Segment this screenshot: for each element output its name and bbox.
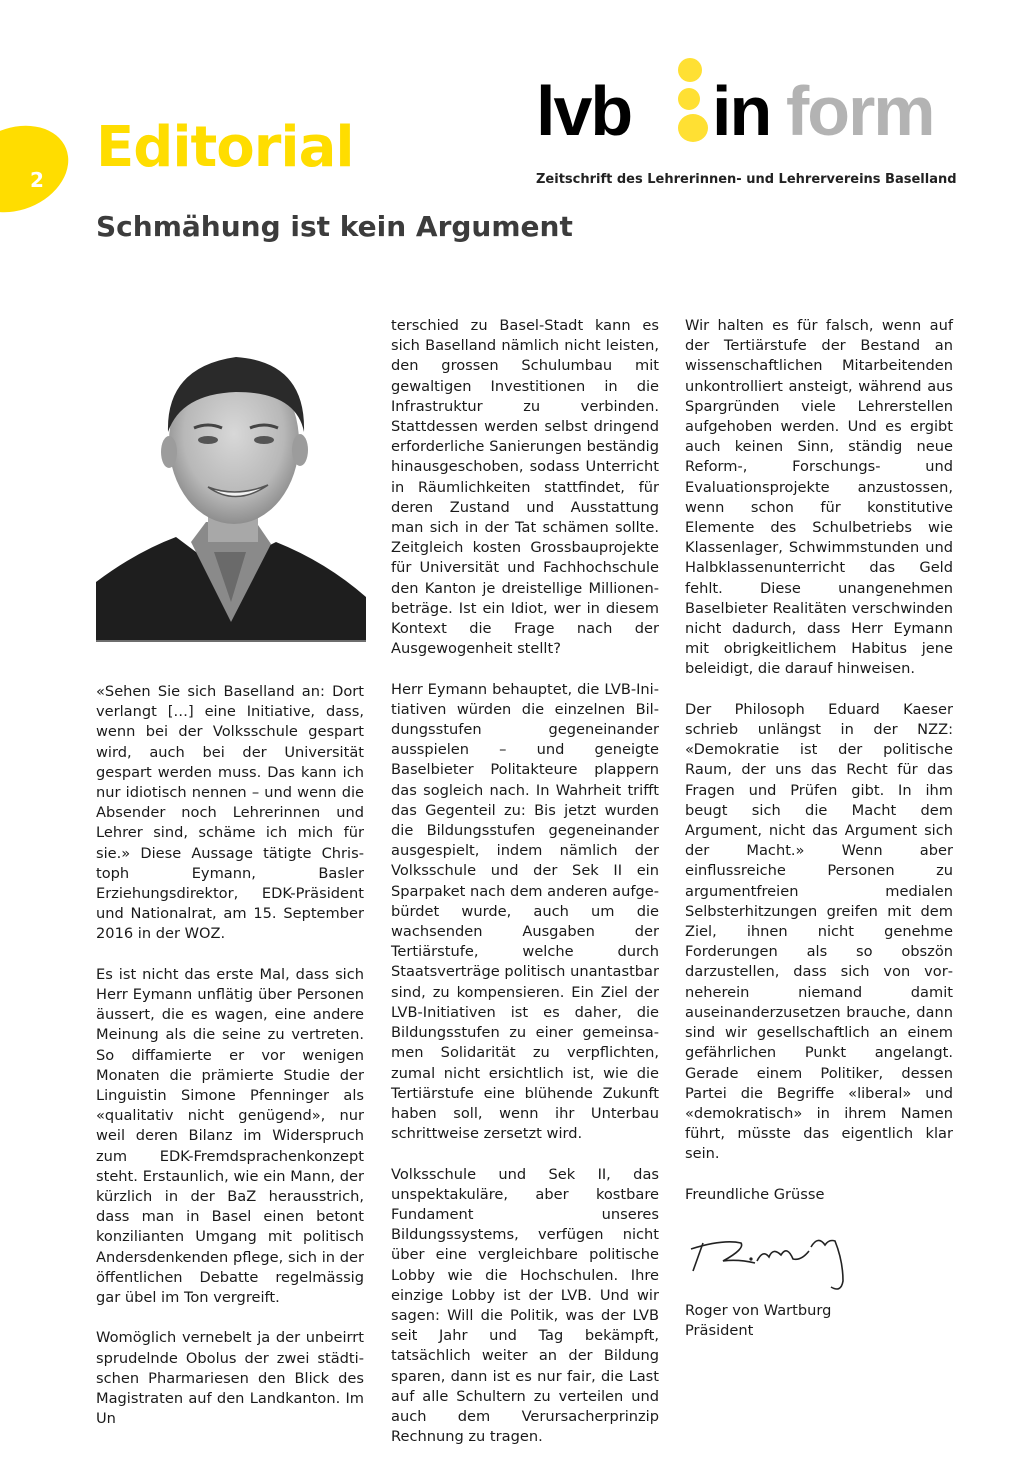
section-title: Editorial	[96, 115, 354, 180]
logo-dot-icon	[678, 88, 700, 110]
article-paragraph: terschied zu Basel-Stadt kann es sich Baselland nämlich nicht leisten, den grossen Schulumbau mit gewaltigen Investitionen in die Infrastruktur zu verbinden. Stattdessen werden selbst dringend erforderliche Sanierungen beständig hinausgeschoben, sodass Unterricht in Räumlichkeiten stattfindet, für deren Zustand und Ausstattung man sich in der Tat schämen sollte. Zeitgleich kosten Grossbauprojekte für Universität und Fachhochschule den Kanton je dreistellige Millionenbeträge. Ist ein Idiot, wer in diesem Kontext die Frage nach der Ausgewogenheit stellt?	[391, 317, 659, 658]
logo-dot-icon	[678, 114, 708, 142]
logo-dot-icon	[678, 58, 702, 82]
article-column-2	[391, 316, 659, 1468]
author-portrait	[96, 322, 366, 642]
article-paragraph: Herr Eymann behauptet, die LVB-Initiativen würden die einzelnen Bildungsstufen gegeneinander ausspielen – und geneigte Baselbieter Politakteure plappern das sogleich nach. In Wahrheit trifft das Gegenteil zu: Bis jetzt wurden die Bildungsstufen gegeneinander ausgespielt, indem nämlich der Volksschule und der Sek II ein Sparpaket nach dem anderen aufgebürdet wurde, auch um die wachsenden Ausgaben der Tertiärstufe, welche durch Staatsverträge politisch unantastbar sind, zu kompensieren. Ein Ziel der LVB-Initiativen ist es daher, die Bildungsstufen zu einer gemeinsamen Solidarität zu verpflichten, zumal nicht ersichtlich ist, wie die Tertiärstufe eine blühende Zukunft haben soll, wenn ihr Unterbau schrittweise zersetzt wird.	[391, 680, 659, 1143]
page-number: 2	[30, 168, 44, 192]
signature-icon	[683, 1221, 863, 1301]
closing-greeting: Freundliche Grüsse	[685, 1185, 825, 1203]
article-column-3	[685, 316, 953, 1342]
lvb-inform-logo	[536, 58, 956, 150]
article-paragraph: Es ist nicht das erste Mal, dass sich Herr Eymann unflätig über Personen äussert, die es wagen, eine andere Meinung als die seine zu vertreten. So diffamierte er vor wenigen Monaten die prämierte Studie der Linguistin Simone Pfenninger als «qualitativ nicht genügend», nur weil deren Bilanz im Widerspruch zum EDK-Fremdsprachenkonzept steht. Erstaunlich, wie ein Mann, der kürzlich in der BaZ herausstrich, dass man in Basel einen betont konzilianten Umgang mit politisch Andersdenkenden pflege, sich in der öffentlichen Debatte regelmässig gar übel im Ton vergreift.	[96, 965, 364, 1307]
article-paragraph: Volksschule und Sek II, das unspektakuläre, aber kostbare Fundament unseres Bildungssystems, verfügen nicht über eine vergleichbare politische Lobby wie die Hochschulen. Ihre einzige Lobby ist der LVB. Und wir sagen: Will die Politik, was der LVB seit Jahr und Tag bekämpft, tatsächlich weiter an der Bildung sparen, dann ist es nur fair, die Last auf alle Schultern zu verteilen und auch dem Verursacherprinzip Rechnung zu tragen.	[391, 1165, 659, 1446]
article-paragraph: Wir halten es für falsch, wenn auf der Tertiärstufe der Bestand an wissenschaftlichen Mitarbeitenden unkontrolliert ansteigt, während aus Spargründen viele Lehrerstellen aufgehoben werden. Und es ergibt auch keinen Sinn, ständig neue Reform-, Forschungs- und Evaluationsprojekte anzustossen, wenn schon für konstitutive Elemente des Schulbetriebs wie Klassenlager, Schwimmstunden und Halbklassenunterricht das Geld fehlt. Diese unangenehmen Baselbieter Realitäten verschwinden nicht dadurch, dass Herr Eymann mit obrigkeitlichem Habitus jene beleidigt, die darauf hinweisen.	[685, 317, 953, 678]
logo-text-lvb: lvb	[536, 72, 632, 150]
article-column-1	[96, 682, 364, 1450]
signer-title: Präsident	[685, 1322, 754, 1340]
magazine-tagline: Zeitschrift des Lehrerinnen- und Lehrervereins Baselland	[536, 172, 957, 187]
article-paragraph: Der Philosoph Eduard Kaeser schrieb unlängst in der NZZ: «Demokratie ist der politische Raum, der uns das Recht für das Fragen und Prüfen gibt. In ihm beugt sich die Macht dem Argument, nicht das Argument sich der Macht.» Wenn aber einflussreiche Personen zu argumentfreien medialen Selbsterhitzungen greifen mit dem Ziel, ihnen nicht genehme Forderungen als so obszön darzustellen, dass sich von vorneherein niemand damit auseinanderzusetzen brauche, dann sind wir gesellschaftlich an einem gefährlichen Punkt angelangt. Gerade einem Politiker, dessen Partei die Begriffe «liberal» und «demokratisch» in ihrem Namen führt, müsste das eigentlich klar sein.	[685, 700, 953, 1163]
article-paragraph: Womöglich vernebelt ja der unbeirrt sprudelnde Obolus der zwei städtischen Pharmariesen den Blick des Magistraten auf den Landkanton. Im Un	[96, 1329, 364, 1428]
logo-text-form: form	[786, 72, 934, 150]
logo-text-in: in	[712, 72, 771, 150]
article-paragraph: «Sehen Sie sich Baselland an: Dort verlangt […] eine Initiative, dass, wenn bei der Volksschule gespart wird, auch bei der Universität gespart werden muss. Das kann ich nur idiotisch nennen – und wenn die Absender noch Lehrerinnen und Lehrer sind, schäme ich mich für sie.» Diese Aussage tätigte Christoph Eymann, Basler Erziehungsdirektor, EDK-Präsident und Nationalrat, am 15. September 2016 in der WOZ.	[96, 683, 364, 943]
signer-name: Roger von Wartburg	[685, 1302, 832, 1320]
article-headline: Schmähung ist kein Argument	[96, 210, 573, 243]
